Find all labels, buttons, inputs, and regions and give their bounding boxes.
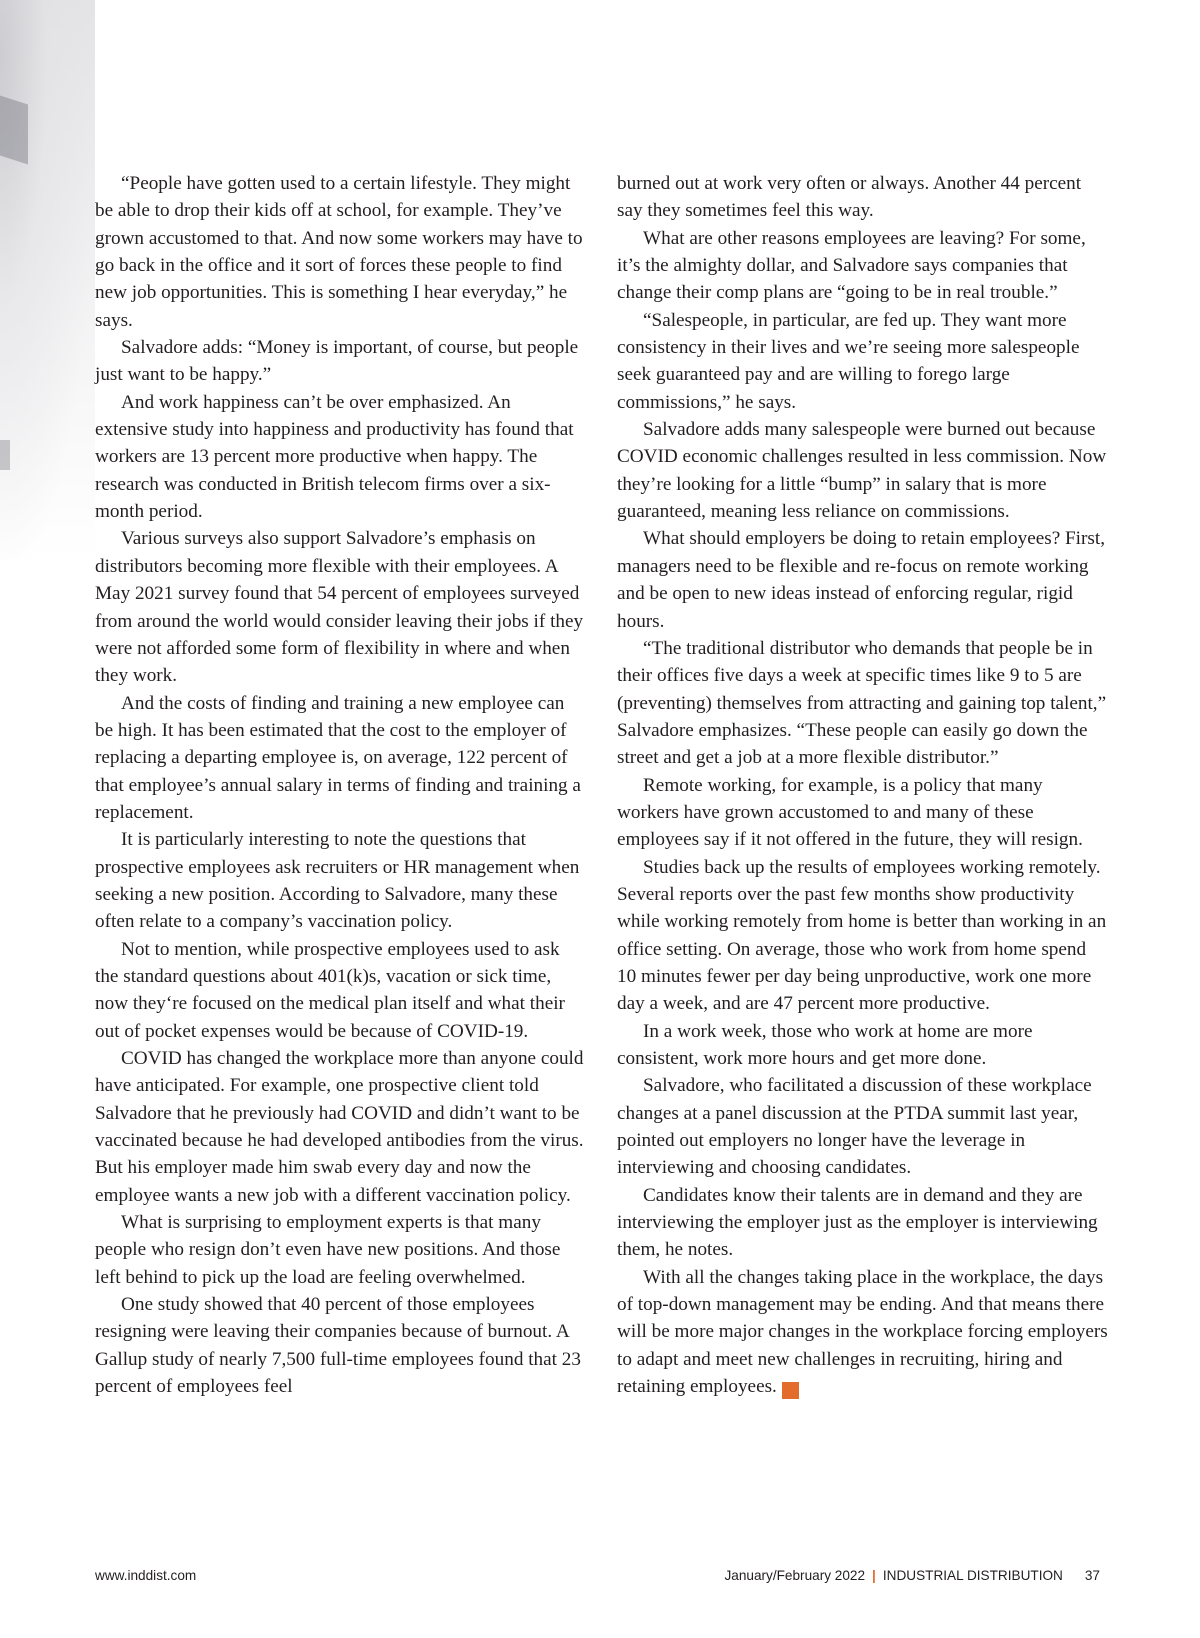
paragraph-text: Candidates know their talents are in demand and they are interviewing the employer just as the employer is interviewing them, he notes. xyxy=(617,1184,1098,1261)
paragraph-text: What should employers be doing to retain employees? First, managers need to be flexible and re-focus on remote working and be open to new ideas instead of enforcing regular, rigid hours. xyxy=(617,528,1105,632)
background-photo-fade xyxy=(0,0,95,560)
paragraph-text: Various surveys also support Salvadore’s emphasis on distributors becoming more flexible with their employees. A May 2021 survey found that 54 percent of employees surveyed from around the world would consider leaving their jobs if they were not afforded some form of flexibility in where and when they work. xyxy=(95,528,584,687)
paragraph-text: “People have gotten used to a certain lifestyle. They might be able to drop their kids off at school, for example. They’ve grown accustomed to that. And now some workers may have to go back in the office and it sort of forces these people to find new job opportunities. This is something I hear everyday,” he says. xyxy=(95,173,583,331)
article-paragraph xyxy=(95,170,587,334)
article-paragraph xyxy=(617,307,1109,416)
paragraph-text: Salvadore, who facilitated a discussion of these workplace changes at a panel discussion at the PTDA summit last year, pointed out employers no longer have the leverage in interviewing and choosing candidates. xyxy=(617,1075,1092,1179)
footer-separator: | xyxy=(872,1568,876,1583)
article-paragraph xyxy=(95,334,587,389)
article-paragraph xyxy=(617,1182,1109,1264)
footer-issue-date: January/February 2022 xyxy=(724,1568,866,1583)
footer-issue-info xyxy=(724,1568,1100,1583)
paragraph-text: Not to mention, while prospective employees used to ask the standard questions about 401(k)s, vacation or sick time, now they‘re focused on the medical plan itself and what their out of pocket expenses would be because of COVID-19. xyxy=(95,938,565,1042)
paragraph-text: “The traditional distributor who demands that people be in their offices five days a week at specific times like 9 to 5 are (preventing) themselves from attracting and gaining top talent,” Salvadore emphasizes. “These people can easily go down the street and get a job at a more flexible distributor.” xyxy=(617,637,1107,769)
article-paragraph xyxy=(617,1018,1109,1073)
article-paragraph xyxy=(617,1072,1109,1181)
end-of-article-logo-icon: ID xyxy=(782,1382,799,1399)
article-paragraph xyxy=(617,1264,1109,1401)
footer-website: www.inddist.com xyxy=(95,1568,197,1583)
article-paragraph xyxy=(95,1291,587,1400)
page-number: 37 xyxy=(1084,1568,1100,1583)
paragraph-text: In a work week, those who work at home are more consistent, work more hours and get more done. xyxy=(617,1020,1033,1069)
article-paragraph xyxy=(95,826,587,935)
article-column-left xyxy=(95,170,587,1400)
paragraph-text: It is particularly interesting to note the questions that prospective employees ask recruiters or HR management when seeking a new position. According to Salvadore, many these often relate to a company’s vaccination policy. xyxy=(95,829,580,933)
article-paragraph xyxy=(95,936,587,1045)
paragraph-text: Salvadore adds many salespeople were burned out because COVID economic challenges resulted in less commission. Now they’re looking for a little “bump” in salary that is more guaranteed, meaning less reliance on commissions. xyxy=(617,419,1107,523)
article-paragraph xyxy=(617,854,1109,1018)
article-paragraph xyxy=(617,635,1109,772)
paragraph-text: What are other reasons employees are leaving? For some, it’s the almighty dollar, and Salvadore says companies that change their comp plans are “going to be in real trouble.” xyxy=(617,227,1086,304)
article-paragraph xyxy=(617,416,1109,525)
paragraph-text: Studies back up the results of employees working remotely. Several reports over the past few months show productivity while working remotely from home is better than working in an office setting. On average, those who work from home spend 10 minutes fewer per day being unproductive, work one more day a week, and are 47 percent more productive. xyxy=(617,856,1107,1015)
article-paragraph xyxy=(95,525,587,689)
paragraph-text: Remote working, for example, is a policy that many workers have grown accustomed to and many of these employees say if it not offered in the future, they will resign. xyxy=(617,774,1083,851)
footer-publication-name: INDUSTRIAL DISTRIBUTION xyxy=(882,1568,1063,1583)
paragraph-text: What is surprising to employment experts is that many people who resign don’t even have new positions. And those left behind to pick up the load are feeling overwhelmed. xyxy=(95,1212,561,1288)
paragraph-text: With all the changes taking place in the workplace, the days of top-down management may be ending. And that means there will be more major changes in the workplace forcing employers to adapt and meet new challenges in recruiting, hiring and retaining employees. xyxy=(617,1266,1108,1398)
paragraph-text: One study showed that 40 percent of those employees resigning were leaving their companies because of burnout. A Gallup study of nearly 7,500 full-time employees found that 23 percent of employees feel xyxy=(95,1294,581,1398)
article-paragraph xyxy=(95,1045,587,1209)
paragraph-text: burned out at work very often or always. Another 44 percent say they sometimes feel this way. xyxy=(617,173,1082,222)
paragraph-text: COVID has changed the workplace more than anyone could have anticipated. For example, one prospective client told Salvadore that he previously had COVID and didn’t want to be vaccinated because he had developed antibodies from the virus. But his employer made him swab every day and now the employee wants a new job with a different vaccination policy. xyxy=(95,1048,584,1206)
paragraph-text: “Salespeople, in particular, are fed up. They want more consistency in their lives and we’re seeing more salespeople seek guaranteed pay and are willing to forego large commissions,” he says. xyxy=(617,309,1080,413)
article-paragraph xyxy=(617,225,1109,307)
paragraph-text: And work happiness can’t be over emphasized. An extensive study into happiness and productivity has found that workers are 13 percent more productive when happy. The research was conducted in British telecom firms over a six-month period. xyxy=(95,391,574,523)
article-paragraph xyxy=(95,389,587,526)
article-paragraph xyxy=(95,690,587,827)
article-paragraph xyxy=(617,170,1109,225)
article-column-right xyxy=(617,170,1109,1400)
paragraph-text: Salvadore adds: “Money is important, of course, but people just want to be happy.” xyxy=(95,337,579,386)
article-paragraph xyxy=(95,1209,587,1291)
page-footer xyxy=(95,1568,1100,1588)
article-paragraph xyxy=(617,525,1109,634)
article-paragraph xyxy=(617,772,1109,854)
paragraph-text: And the costs of finding and training a new employee can be high. It has been estimated that the cost to the employer of replacing a departing employee is, on average, 122 percent of that employee’s annual salary in terms of finding and training a replacement. xyxy=(95,692,581,823)
